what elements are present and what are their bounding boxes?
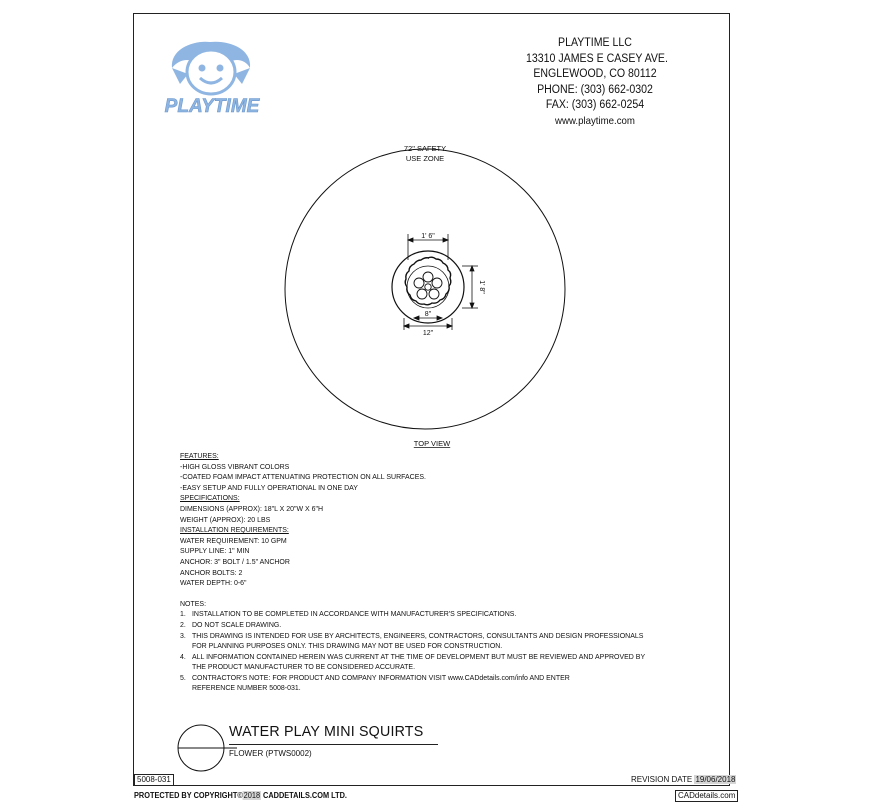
inner-dimension-label: 8" (424, 311, 432, 318)
note-item (180, 609, 677, 620)
note-text: ALL INFORMATION CONTAINED HEREIN WAS CURRENT AT THE TIME OF DEVELOPMENT BUT MUST BE REVIEWED AND APPROVED BY (191, 651, 646, 661)
spec-notes (180, 451, 677, 694)
features-item: -HIGH GLOSS VIBRANT COLORS (180, 461, 290, 471)
reference-number: 5008-031 (134, 774, 174, 786)
company-name: PLAYTIME LLC (558, 37, 632, 49)
flower-petals (414, 272, 442, 299)
company-address-line1: 13310 JAMES E CASEY AVE. (526, 52, 668, 65)
features-item: -COATED FOAM IMPACT ATTENUATING PROTECTION ON ALL SURFACES. (180, 472, 426, 482)
note-text-continued: THE PRODUCT MANUFACTURER TO BE CONSIDERED ACCURATE. (191, 662, 416, 672)
note-item (180, 631, 677, 642)
flower-base-outline (405, 257, 451, 305)
note-number: 1. (180, 609, 186, 619)
drawing-subtitle: FLOWER (PTWS0002) (229, 749, 312, 758)
company-phone: PHONE: (303) 662-0302 (537, 83, 653, 96)
specifications-heading: SPECIFICATIONS: (180, 493, 240, 503)
features-heading: FEATURES: (180, 451, 219, 460)
revision-date-label: REVISION DATE (631, 775, 693, 784)
note-item (180, 673, 677, 684)
note-number: 4. (180, 651, 186, 661)
installation-item: ANCHOR: 3" BOLT / 1.5" ANCHOR (180, 556, 290, 566)
title-underline (229, 744, 438, 745)
note-number: 2. (180, 619, 186, 629)
copyright-prefix: PROTECTED BY COPYRIGHT© (134, 791, 243, 800)
note-text: THIS DRAWING IS INTENDED FOR USE BY ARCHITECTS, ENGINEERS, CONTRACTORS, CONSULTANTS AND DESIGN PROFESSIONALS (191, 630, 644, 640)
company-address-line2: ENGLEWOOD, CO 80112 (533, 68, 657, 80)
title-symbol (175, 722, 237, 774)
revision-date (631, 775, 736, 785)
installation-heading: INSTALLATION REQUIREMENTS: (180, 525, 289, 535)
installation-item: WATER DEPTH: 0-6" (180, 578, 247, 588)
company-fax: FAX: (303) 662-0254 (545, 99, 645, 111)
copyright-suffix: CADDETAILS.COM LTD. (260, 791, 347, 800)
note-text-continued: FOR PLANNING PURPOSES ONLY. THIS DRAWING MAY NOT BE USED FOR CONSTRUCTION. (191, 641, 503, 651)
revision-date-value: 19/06/2018 (695, 775, 736, 784)
note-text: DO NOT SCALE DRAWING. (191, 619, 282, 629)
notes-heading: NOTES: (180, 598, 207, 608)
note-item (180, 620, 677, 631)
width-dimension-label: 1' 6" (421, 233, 435, 240)
note-number: 3. (180, 630, 186, 640)
installation-item: ANCHOR BOLTS: 2 (180, 567, 243, 577)
company-website: www.playtime.com (554, 114, 635, 127)
installation-item: SUPPLY LINE: 1" MIN (180, 546, 250, 556)
safety-zone-label-line1: 72" SAFETY (403, 144, 447, 153)
copyright-notice (134, 791, 347, 801)
playtime-logo (150, 38, 275, 120)
outer-dimension-label: 12" (422, 330, 434, 337)
note-item (180, 652, 677, 663)
specifications-item: DIMENSIONS (APPROX): 18"L X 20"W X 6"H (180, 503, 324, 513)
specifications-item: WEIGHT (APPROX): 20 LBS (180, 514, 271, 524)
top-view-plan (280, 130, 590, 450)
note-number: 5. (180, 672, 186, 682)
copyright-year: 2018 (243, 791, 261, 800)
note-text: CONTRACTOR'S NOTE: FOR PRODUCT AND COMPANY INFORMATION VISIT www.CADdetails.com/info AND ENTER (191, 672, 570, 682)
note-text-continued: REFERENCE NUMBER 5008-031. (191, 683, 301, 693)
installation-item: WATER REQUIREMENT: 10 GPM (180, 535, 287, 545)
view-label: TOP VIEW (413, 439, 451, 448)
safety-zone-label-line2: USE ZONE (405, 154, 445, 163)
company-info (526, 36, 668, 129)
height-dimension-label: 1' 8" (478, 280, 485, 294)
drawing-title: WATER PLAY MINI SQUIRTS (229, 723, 424, 740)
cad-details-link[interactable]: CADdetails.com (675, 790, 738, 802)
logo-wordmark: PLAYTIME (164, 96, 260, 117)
features-item: -EASY SETUP AND FULLY OPERATIONAL IN ONE DAY (180, 482, 358, 492)
note-text: INSTALLATION TO BE COMPLETED IN ACCORDANCE WITH MANUFACTURER'S SPECIFICATIONS. (191, 609, 517, 619)
outer-dimension (404, 318, 452, 330)
